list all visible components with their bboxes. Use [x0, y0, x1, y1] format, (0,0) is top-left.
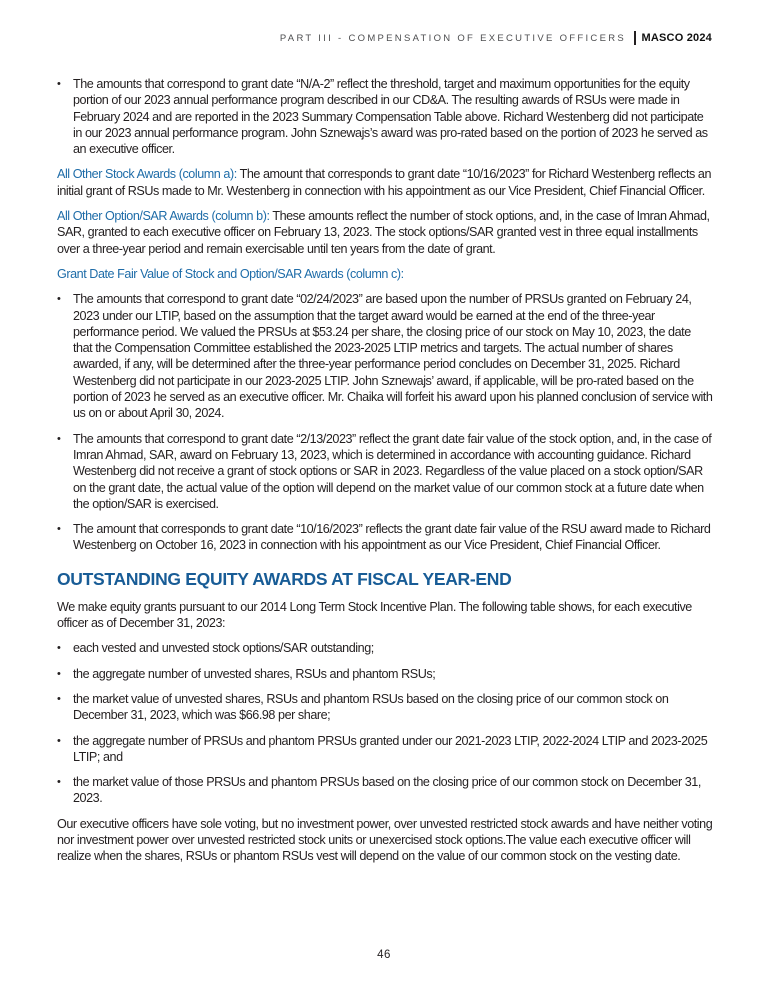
note-bullet-na2-text: The amounts that correspond to grant date “N/A-2” reflect the threshold, target and maximum opportunities for the equity portion of our 2023 annual performance program described in our CD&A. The resulting awards of RSUs were made in February 2024 and are reported in the 2023 Summary Compensation Table above. Richard Westenberg did not participate in our 2023 annual performance program. John Sznewajs’s award was pro-rated based on the portion of 2023 he served as an executive officer.: [73, 77, 708, 157]
header-brand: MASCO 2024: [641, 32, 712, 44]
note-col-b-text: These amounts reflect the number of stock options, and, in the case of Imran Ahmad, SAR, granted to each executive officer on February 13, 2023. The stock options/SAR granted vest in three equal installments over a three-year period and remain exercisable until ten years from the date of grant.: [57, 209, 710, 256]
outstanding-bullet-prsus-text: the aggregate number of PRSUs and phantom PRSUs granted under our 2021-2023 LTIP, 2022-2024 LTIP and 2023-2025 LTIP; and: [73, 733, 708, 764]
note-bullet-1016: [57, 521, 713, 554]
outstanding-bullet-market-value-rsus: [57, 691, 713, 724]
bullet-icon: •: [57, 667, 61, 680]
note-bullet-0224: [57, 291, 713, 421]
section-heading-outstanding-equity: OUTSTANDING EQUITY AWARDS AT FISCAL YEAR-END: [57, 568, 512, 589]
note-col-a-text: The amount that corresponds to grant date “10/16/2023” for Richard Westenberg reflects an initial grant of RSUs made to Mr. Westenberg in connection with his appointment as our Vice President, Chief Financial Officer.: [57, 167, 712, 198]
note-col-c-label: Grant Date Fair Value of Stock and Option/SAR Awards (column c):: [57, 266, 404, 281]
note-bullet-0224-text: The amounts that correspond to grant date “02/24/2023” are based upon the number of PRSUs granted on February 24, 2023 under our LTIP, based on the assumption that the target award would be earned at the end of the three-year performance period. We valued the PRSUs at $53.24 per share, the closing price of our stock on May 10, 2023, the date that the Compensation Committee established the 2023-2025 LTIP metrics and targets. The actual number of shares awarded, if any, will be determined after the three-year performance period concludes on December 31, 2025. Richard Westenberg did not participate in our 2023-2025 LTIP. John Sznewajs’ award, if applicable, will be pro-rated based on the portion of 2023 he served as an executive officer. Mr. Chaika will forfeit his award upon his planned conclusion of service with us on or about April 30, 2024.: [73, 292, 713, 421]
bullet-icon: •: [57, 78, 61, 90]
bullet-icon: •: [57, 293, 61, 306]
running-header: [57, 31, 712, 45]
outstanding-bullet-market-value-prsus-text: the market value of those PRSUs and phantom PRSUs based on the closing price of our common stock on December 31, 2023.: [73, 775, 701, 806]
note-bullet-0213-text: The amounts that correspond to grant date “2/13/2023” reflect the grant date fair value of the stock option, and, in the case of Imran Ahmad, SAR, award on February 13, 2023, which is determined in accordance with accounting guidance. Richard Westenberg did not receive a grant of stock options or SAR in 2023. Regardless of the value placed on a stock option/SAR on the grant date, the actual value of the option will depend on the market value of our common stock at a future date when the option/SAR is exercised.: [73, 431, 712, 511]
note-col-b-label: All Other Option/SAR Awards (column b):: [57, 209, 270, 224]
note-col-a: [57, 166, 713, 199]
bullet-icon: •: [57, 776, 61, 789]
bullet-icon: •: [57, 523, 61, 536]
outstanding-bullet-unvested-shares-text: the aggregate number of unvested shares, RSUs and phantom RSUs;: [73, 666, 436, 681]
page-content: [57, 76, 713, 874]
bullet-icon: •: [57, 432, 61, 445]
header-section-title: PART III - COMPENSATION OF EXECUTIVE OFFICERS: [279, 32, 627, 44]
page-number: 46: [377, 949, 391, 961]
note-col-b: [57, 208, 713, 257]
outstanding-intro: We make equity grants pursuant to our 2014 Long Term Stock Incentive Plan. The following table shows, for each executive officer as of December 31, 2023:: [57, 599, 692, 631]
page-footer: [0, 945, 768, 963]
outstanding-bullet-market-value-prsus: [57, 774, 713, 807]
bullet-icon: •: [57, 642, 61, 655]
outstanding-bullet-market-value-rsus-text: the market value of unvested shares, RSUs and phantom RSUs based on the closing price of our common stock on December 31, 2023, which was $66.98 per share;: [73, 691, 669, 723]
header-divider: [634, 31, 636, 45]
note-bullet-1016-text: The amount that corresponds to grant date “10/16/2023” reflects the grant date fair value of the RSU award made to Richard Westenberg on October 16, 2023 in connection with his appointment as our Vice President, Chief Financial Officer.: [73, 522, 711, 553]
bullet-icon: •: [57, 692, 61, 705]
outstanding-bullet-unvested-shares: [57, 666, 713, 682]
note-bullet-0213: [57, 431, 713, 512]
outstanding-bullet-prsus: [57, 733, 713, 766]
note-bullet-na2: [57, 76, 713, 157]
bullet-icon: •: [57, 734, 61, 747]
outstanding-bullet-options: [57, 640, 713, 656]
note-col-a-label: All Other Stock Awards (column a):: [57, 167, 237, 182]
outstanding-bullet-options-text: each vested and unvested stock options/SAR outstanding;: [73, 641, 374, 656]
outstanding-closing: Our executive officers have sole voting, but no investment power, over unvested restricted stock awards and have neither voting nor investment power over unvested restricted stock units or unexercised stock options.The value each executive officer will realize when the shares, RSUs or phantom RSUs vest will depend on the value of our common stock on the vesting date.: [57, 816, 713, 864]
